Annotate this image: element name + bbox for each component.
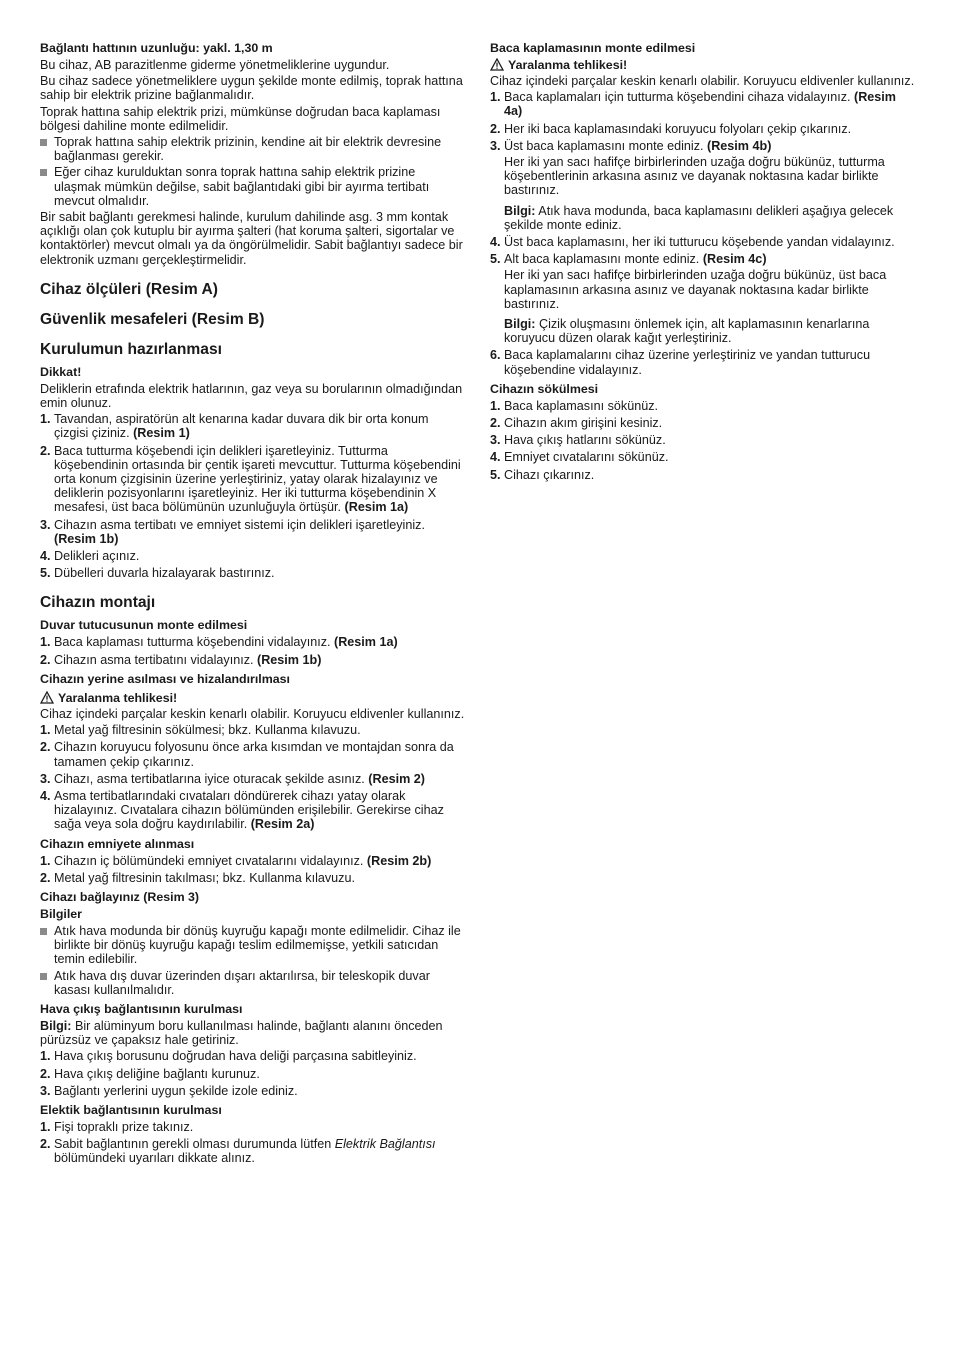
hang-steps xyxy=(40,723,465,831)
list-item: 2. Her iki baca kaplamasındaki koruyucu folyoları çekip çıkarınız. xyxy=(490,121,852,136)
square-bullet-icon xyxy=(40,973,47,980)
section-title-preparation: Kurulumun hazırlanması xyxy=(40,340,222,358)
list-item: 3. Cihazın asma tertibatı ve emniyet sistemi için delikleri işaretleyiniz. (Resim 1b) xyxy=(40,517,425,546)
list-item: 6. Baca kaplamalarını cihaz üzerine yerleştiriniz ve yandan tutturucu köşebendine vidalayınız. xyxy=(490,348,871,377)
chimney-heading: Baca kaplamasının monte edilmesi xyxy=(490,41,696,55)
removal-heading: Cihazın sökülmesi xyxy=(490,381,599,396)
list-item: 3. Hava çıkış hatlarını sökünüz. xyxy=(490,433,666,448)
secure-heading: Cihazın emniyete alınması xyxy=(40,836,195,851)
injury-warning-heading: Yaralanma tehlikesi! xyxy=(40,691,465,705)
list-item: 3. Bağlantı yerlerini uygun şekilde izole ediniz. xyxy=(40,1083,298,1098)
list-item: 2. Sabit bağlantının gerekli olması durumunda lütfen Elektrik Bağlantısı bölümündeki uyarıları dikkate alınız. xyxy=(40,1137,436,1166)
bullet-list xyxy=(40,924,465,997)
paragraph: Bu cihaz, AB parazitlenme giderme yönetmeliklerine uygundur. xyxy=(40,58,390,72)
connection-length-heading: Bağlantı hattının uzunluğu: yakl. 1,30 m xyxy=(40,41,273,55)
warning-triangle-icon xyxy=(490,58,504,71)
list-item: 1. Metal yağ filtresinin sökülmesi; bkz. Kullanma kılavuzu. xyxy=(40,723,361,738)
section-title-dimensions: Cihaz ölçüleri (Resim A) xyxy=(40,280,218,298)
bullet-list xyxy=(40,135,465,208)
paragraph: Cihaz içindeki parçalar keskin kenarlı olabilir. Koruyucu eldivenler kullanınız. xyxy=(40,706,465,721)
list-item: 3. Üst baca kaplamasını monte ediniz. (Resim 4b) Her iki yan sacı hafifçe birbirlerinden uzağa doğru bükünüz, tutturma köşebentlerinin arkasına asınız ve dayanak noktasına kadar birlikte bastırınız. Bilgi: Atık hava modunda, baca kaplamasını delikleri aşağıya gelecek şekilde monte ediniz. xyxy=(490,138,894,232)
list-item: 2. Hava çıkış deliğine bağlantı kurunuz. xyxy=(40,1066,260,1081)
list-item: 2. Baca tutturma köşebendi için delikleri işaretleyiniz. Tutturma köşebendinin ortasında bir çentik işareti mevcuttur. Tutturma köşebendini orta konum çizgisinin üzerine yerleştiriniz, yatay olarak hizalayınız ve deliklerin pozisyonlarını işaretleyiniz. Her iki tutturma köşebendinin X mesafesi, üst baca bölümünün uzunluğuyla örtüşür. (Resim 1a) xyxy=(40,443,461,515)
list-item: 1. Baca kaplamaları için tutturma köşebendini cihaza vidalayınız. (Resim 4a) xyxy=(490,90,897,119)
square-bullet-icon xyxy=(40,139,47,146)
injury-warning-heading: Yaralanma tehlikesi! xyxy=(490,58,915,72)
list-item: 4. Emniyet cıvatalarını sökünüz. xyxy=(490,450,669,465)
list-item: 4. Asma tertibatlarındaki cıvataları döndürerek cihazı yatay olarak hizalayınız. Cıvatalara cihazın bölümünden erişilebilir. Gerekirse cihaz sağa veya sola doğru kaydırılabilir. (Resim 2a) xyxy=(40,788,444,832)
paragraph: Deliklerin etrafında elektrik hatlarının, gaz veya su borularının olmadığından emin olunuz. xyxy=(40,381,463,411)
list-item: 2. Cihazın koruyucu folyosunu önce arka kısımdan ve montajdan sonra da tamamen çekip çıkarınız. xyxy=(40,740,454,769)
list-item: 1. Baca kaplaması tutturma köşebendini vidalayınız. (Resim 1a) xyxy=(40,635,398,650)
section-title-mounting: Cihazın montajı xyxy=(40,594,156,612)
note-paragraph: Bilgi: Bir alüminyum boru kullanılması halinde, bağlantı alanını önceden pürüzsüz ve çapaksız hale getiriniz. xyxy=(40,1018,443,1048)
list-item: 2. Cihazın akım girişini kesiniz. xyxy=(490,416,663,431)
removal-steps xyxy=(490,399,915,482)
list-item: 1. Baca kaplamasını sökünüz. xyxy=(490,398,659,413)
notes-heading: Bilgiler xyxy=(40,906,82,921)
list-item: 1. Tavandan, aspiratörün alt kenarına kadar duvara dik bir orta konum çizgisi çiziniz. (Resim 1) xyxy=(40,412,429,441)
left-column xyxy=(40,41,465,1169)
list-item: Eğer cihaz kurulduktan sonra toprak hattına sahip elektrik prizine ulaşmak mümkün değilse, sabit bağlantıdaki gibi bir ayırma tertibatı mevcut olmalıdır. xyxy=(40,165,465,208)
list-item: Atık hava modunda bir dönüş kuyruğu kapağı monte edilmelidir. Cihaz ile birlikte bir dönüş kuyruğu kapağı teslim edilmemişse, yetkili satıcıdan temin edilebilir. xyxy=(40,924,465,967)
preparation-steps xyxy=(40,412,465,580)
hang-align-heading: Cihazın yerine asılması ve hizalandırılması xyxy=(40,671,290,686)
wall-holder-heading: Duvar tutucusunun monte edilmesi xyxy=(40,618,248,633)
right-column xyxy=(490,41,915,485)
chimney-steps xyxy=(490,90,915,377)
electric-heading: Elektik bağlantısının kurulması xyxy=(40,1102,222,1117)
square-bullet-icon xyxy=(40,928,47,935)
list-item: 4. Delikleri açınız. xyxy=(40,549,140,564)
list-item: 5. Alt baca kaplamasını monte ediniz. (Resim 4c) Her iki yan sacı hafifçe birbirlerinden uzağa doğru bükünüz, üst baca kaplamasının arkasına asınız ve dayanak noktasına kadar birlikte bastırınız. Bilgi: Çizik oluşmasını önlemek için, alt kaplamasının kenarlarına koruyucu düzen olarak kağıt yerleştiriniz. xyxy=(490,252,887,346)
paragraph: Cihaz içindeki parçalar keskin kenarlı olabilir. Koruyucu eldivenler kullanınız. xyxy=(490,74,915,88)
list-item: 1. Cihazın iç bölümündeki emniyet cıvatalarını vidalayınız. (Resim 2b) xyxy=(40,853,432,868)
square-bullet-icon xyxy=(40,169,47,176)
list-item: 2. Cihazın asma tertibatını vidalayınız. (Resim 1b) xyxy=(40,652,322,667)
list-item: 4. Üst baca kaplamasını, her iki tutturucu köşebende yandan vidalayınız. xyxy=(490,235,895,250)
air-outlet-heading: Hava çıkış bağlantısının kurulması xyxy=(40,1001,243,1016)
paragraph: Toprak hattına sahip elektrik prizi, mümkünse doğrudan baca kaplaması bölgesi dahiline monte edilmelidir. xyxy=(40,104,441,133)
list-item: 5. Cihazı çıkarınız. xyxy=(490,467,595,482)
connect-heading: Cihazı bağlayınız (Resim 3) xyxy=(40,889,200,904)
list-item: Toprak hattına sahip elektrik prizinin, kendine ait bir elektrik devresine bağlanması gerekir. xyxy=(40,135,465,163)
secure-steps xyxy=(40,854,465,885)
wall-steps xyxy=(40,635,465,666)
list-item: Atık hava dış duvar üzerinden dışarı aktarılırsa, bir teleskopik duvar kasası kullanılmalıdır. xyxy=(40,969,465,997)
air-steps xyxy=(40,1049,465,1098)
paragraph: Bu cihaz sadece yönetmeliklere uygun şekilde monte edilmiş, toprak hattına sahip bir elektrik prizine bağlanmalıdır. xyxy=(40,74,463,103)
list-item: 5. Dübelleri duvarla hizalayarak bastırınız. xyxy=(40,566,275,581)
paragraph: Bir sabit bağlantı gerekmesi halinde, kurulum dahilinde asg. 3 mm kontak açıklığı olan çok kutuplu bir ayırma şalteri (hat koruma şalteri, sigortalar ve kontaktörler) mevcut olmalı ya da öngörülmelidir. Sabit bağlantıyı sadece bir elektronik uzmanı gerçekleştirmelidir. xyxy=(40,210,463,267)
list-item: 3. Cihazı, asma tertibatlarına iyice oturacak şekilde asınız. (Resim 2) xyxy=(40,771,425,786)
warning-triangle-icon xyxy=(40,691,54,704)
section-title-safety-distances: Güvenlik mesafeleri (Resim B) xyxy=(40,310,265,328)
list-item: 1. Hava çıkış borusunu doğrudan hava deliği parçasına sabitleyiniz. xyxy=(40,1049,417,1064)
caution-heading: Dikkat! xyxy=(40,364,82,379)
electric-steps xyxy=(40,1120,465,1166)
list-item: 2. Metal yağ filtresinin takılması; bkz. Kullanma kılavuzu. xyxy=(40,870,355,885)
list-item: 1. Fişi topraklı prize takınız. xyxy=(40,1119,194,1134)
